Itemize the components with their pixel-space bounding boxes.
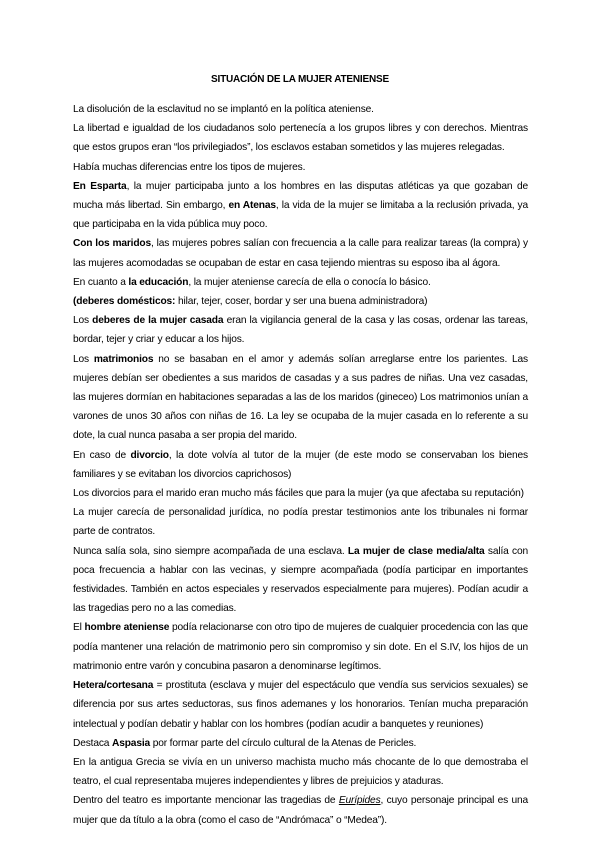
- bold-text: divorcio: [130, 449, 169, 461]
- paragraph: [73, 503, 528, 541]
- paragraph: [73, 100, 528, 119]
- bold-text: en Atenas: [228, 200, 276, 212]
- text-segment: , la dote volvía al tutor de la mujer (de este modo se conservaban los bienes familiares y se evitaban los divorcios caprichosos): [73, 449, 528, 480]
- bold-text: deberes de la mujer casada: [92, 315, 224, 327]
- text-segment: hilar, tejer, coser, bordar y ser una buena administradora): [175, 296, 428, 308]
- text-segment: Los: [73, 353, 94, 365]
- document-body: [73, 100, 528, 830]
- document-title: SITUACIÓN DE LA MUJER ATENIENSE: [211, 74, 389, 85]
- paragraph: [73, 177, 528, 235]
- text-segment: Los: [73, 315, 93, 327]
- text-segment: , la mujer participaba junto a los hombres en las disputas atléticas ya que gozaban de mucha más libertad. Sin embargo,: [73, 180, 528, 212]
- text-segment: salía con poca frecuencia a hablar con las vecinas, y siempre acompañada (podía participar en importantes festividades. También en actos especiales y reservados especialmente para mujeres). Podían acudir a las tragedias pero no a las comedias.: [73, 545, 529, 615]
- bold-text: matrimonios: [93, 353, 154, 365]
- text-segment: Dentro del teatro es importante mencionar las tragedias de: [73, 795, 339, 807]
- text-segment: , la vida de la mujer se limitaba a la reclusión privada, ya que participaba en la vida pública muy poco.: [73, 200, 529, 231]
- text-segment: podía relacionarse con otro tipo de mujeres de cualquier procedencia con las que podía mantener una relación de matrimonio pero sin compromiso y sin dote. En el S.IV, los hijos de un matrimonio entre varón y concubina pasaron a denominarse legítimos.: [73, 622, 528, 672]
- bold-text: la educación: [128, 276, 189, 288]
- paragraph: [73, 311, 528, 349]
- paragraph: [73, 791, 528, 829]
- text-segment: La mujer carecía de personalidad jurídica, no podía prestar testimonios ante los tribunales ni formar parte de contratos.: [73, 507, 528, 538]
- paragraph: [73, 542, 528, 619]
- text-segment: eran la vigilancia general de la casa y las cosas, ordenar las tareas, bordar, tejer y criar y educar a los hijos.: [73, 315, 528, 346]
- bold-text: En Esparta: [73, 180, 127, 192]
- text-segment: La libertad e igualdad de los ciudadanos solo pertenecía a los grupos libres y con derechos. Mientras que estos grupos eran “los privilegiados”, los esclavos estaban sometidos y las mujeres relegadas.: [73, 123, 528, 154]
- paragraph: [73, 350, 528, 446]
- text-segment: La disolución de la esclavitud no se implantó en la política ateniense.: [73, 104, 374, 115]
- text-segment: Nunca salía sola, sino siempre acompañada de una esclava.: [73, 545, 348, 557]
- bold-text: (deberes domésticos:: [73, 296, 176, 308]
- paragraph: [73, 273, 528, 292]
- text-segment: Los divorcios para el marido eran mucho más fáciles que para la mujer (ya que afectaba su reputación): [73, 488, 524, 500]
- text-segment: Destaca: [73, 737, 113, 749]
- paragraph: [73, 618, 528, 676]
- text-segment: = prostituta (esclava y mujer del espectáculo que vendía sus servicios sexuales) se diferencia por sus artes seductoras, sus finos ademanes y los honorarios. Tenían mucha preparación intelectual y podían debatir y hablar con los hombres (podían acudir a banquetes y reuniones): [73, 680, 528, 730]
- bold-text: hombre ateniense: [84, 622, 170, 634]
- paragraph: [73, 292, 528, 311]
- paragraph: [73, 158, 528, 177]
- text-segment: En la antigua Grecia se vivía en un universo machista mucho más chocante de lo que demostraba el teatro, el cual representaba mujeres independientes y libres de prejuicios y ataduras.: [73, 756, 528, 788]
- text-segment: no se basaban en el amor y además solían arreglarse entre los parientes. Las mujeres debían ser obedientes a sus maridos de casadas y a sus padres de niñas. Una vez casadas, las mujeres dormían en habitaciones separadas a las de los maridos (gineceo) Los matrimonios unían a varones de unos 30 años con niñas de 16. La ley se ocupaba de la mujer casada en lo referente a su dote, la cual nunca pasaba a ser propia del marido.: [73, 353, 529, 442]
- paragraph: [73, 753, 528, 791]
- paragraph: [73, 446, 528, 484]
- text-segment: , la mujer ateniense carecía de ella o conocía lo básico.: [188, 276, 431, 288]
- paragraph: [73, 734, 528, 753]
- link-text[interactable]: Eurípides: [338, 795, 381, 807]
- paragraph: [73, 119, 528, 157]
- bold-text: Hetera/cortesana: [73, 680, 154, 692]
- text-segment: En caso de: [73, 449, 131, 461]
- text-segment: por formar parte del círculo cultural de la Atenas de Pericles.: [150, 737, 417, 749]
- text-segment: En cuanto a: [73, 276, 129, 288]
- text-segment: , las mujeres pobres salían con frecuencia a la calle para realizar tareas (la compra) y las mujeres acomodadas se ocupaban de estar en casa tejiendo mientras su esposo iba al ágora.: [73, 238, 528, 269]
- paragraph: [73, 676, 528, 734]
- bold-text: Aspasia: [112, 737, 151, 749]
- bold-text: Con los maridos: [73, 238, 152, 250]
- text-segment: , cuyo personaje principal es una mujer que da título a la obra (como el caso de “Andrómaca” o “Medea”).: [73, 795, 528, 826]
- paragraph: [73, 484, 528, 503]
- bold-text: La mujer de clase media/alta: [347, 545, 485, 557]
- paragraph: [73, 234, 528, 272]
- text-segment: El: [73, 622, 85, 634]
- text-segment: Había muchas diferencias entre los tipos de mujeres.: [73, 161, 306, 173]
